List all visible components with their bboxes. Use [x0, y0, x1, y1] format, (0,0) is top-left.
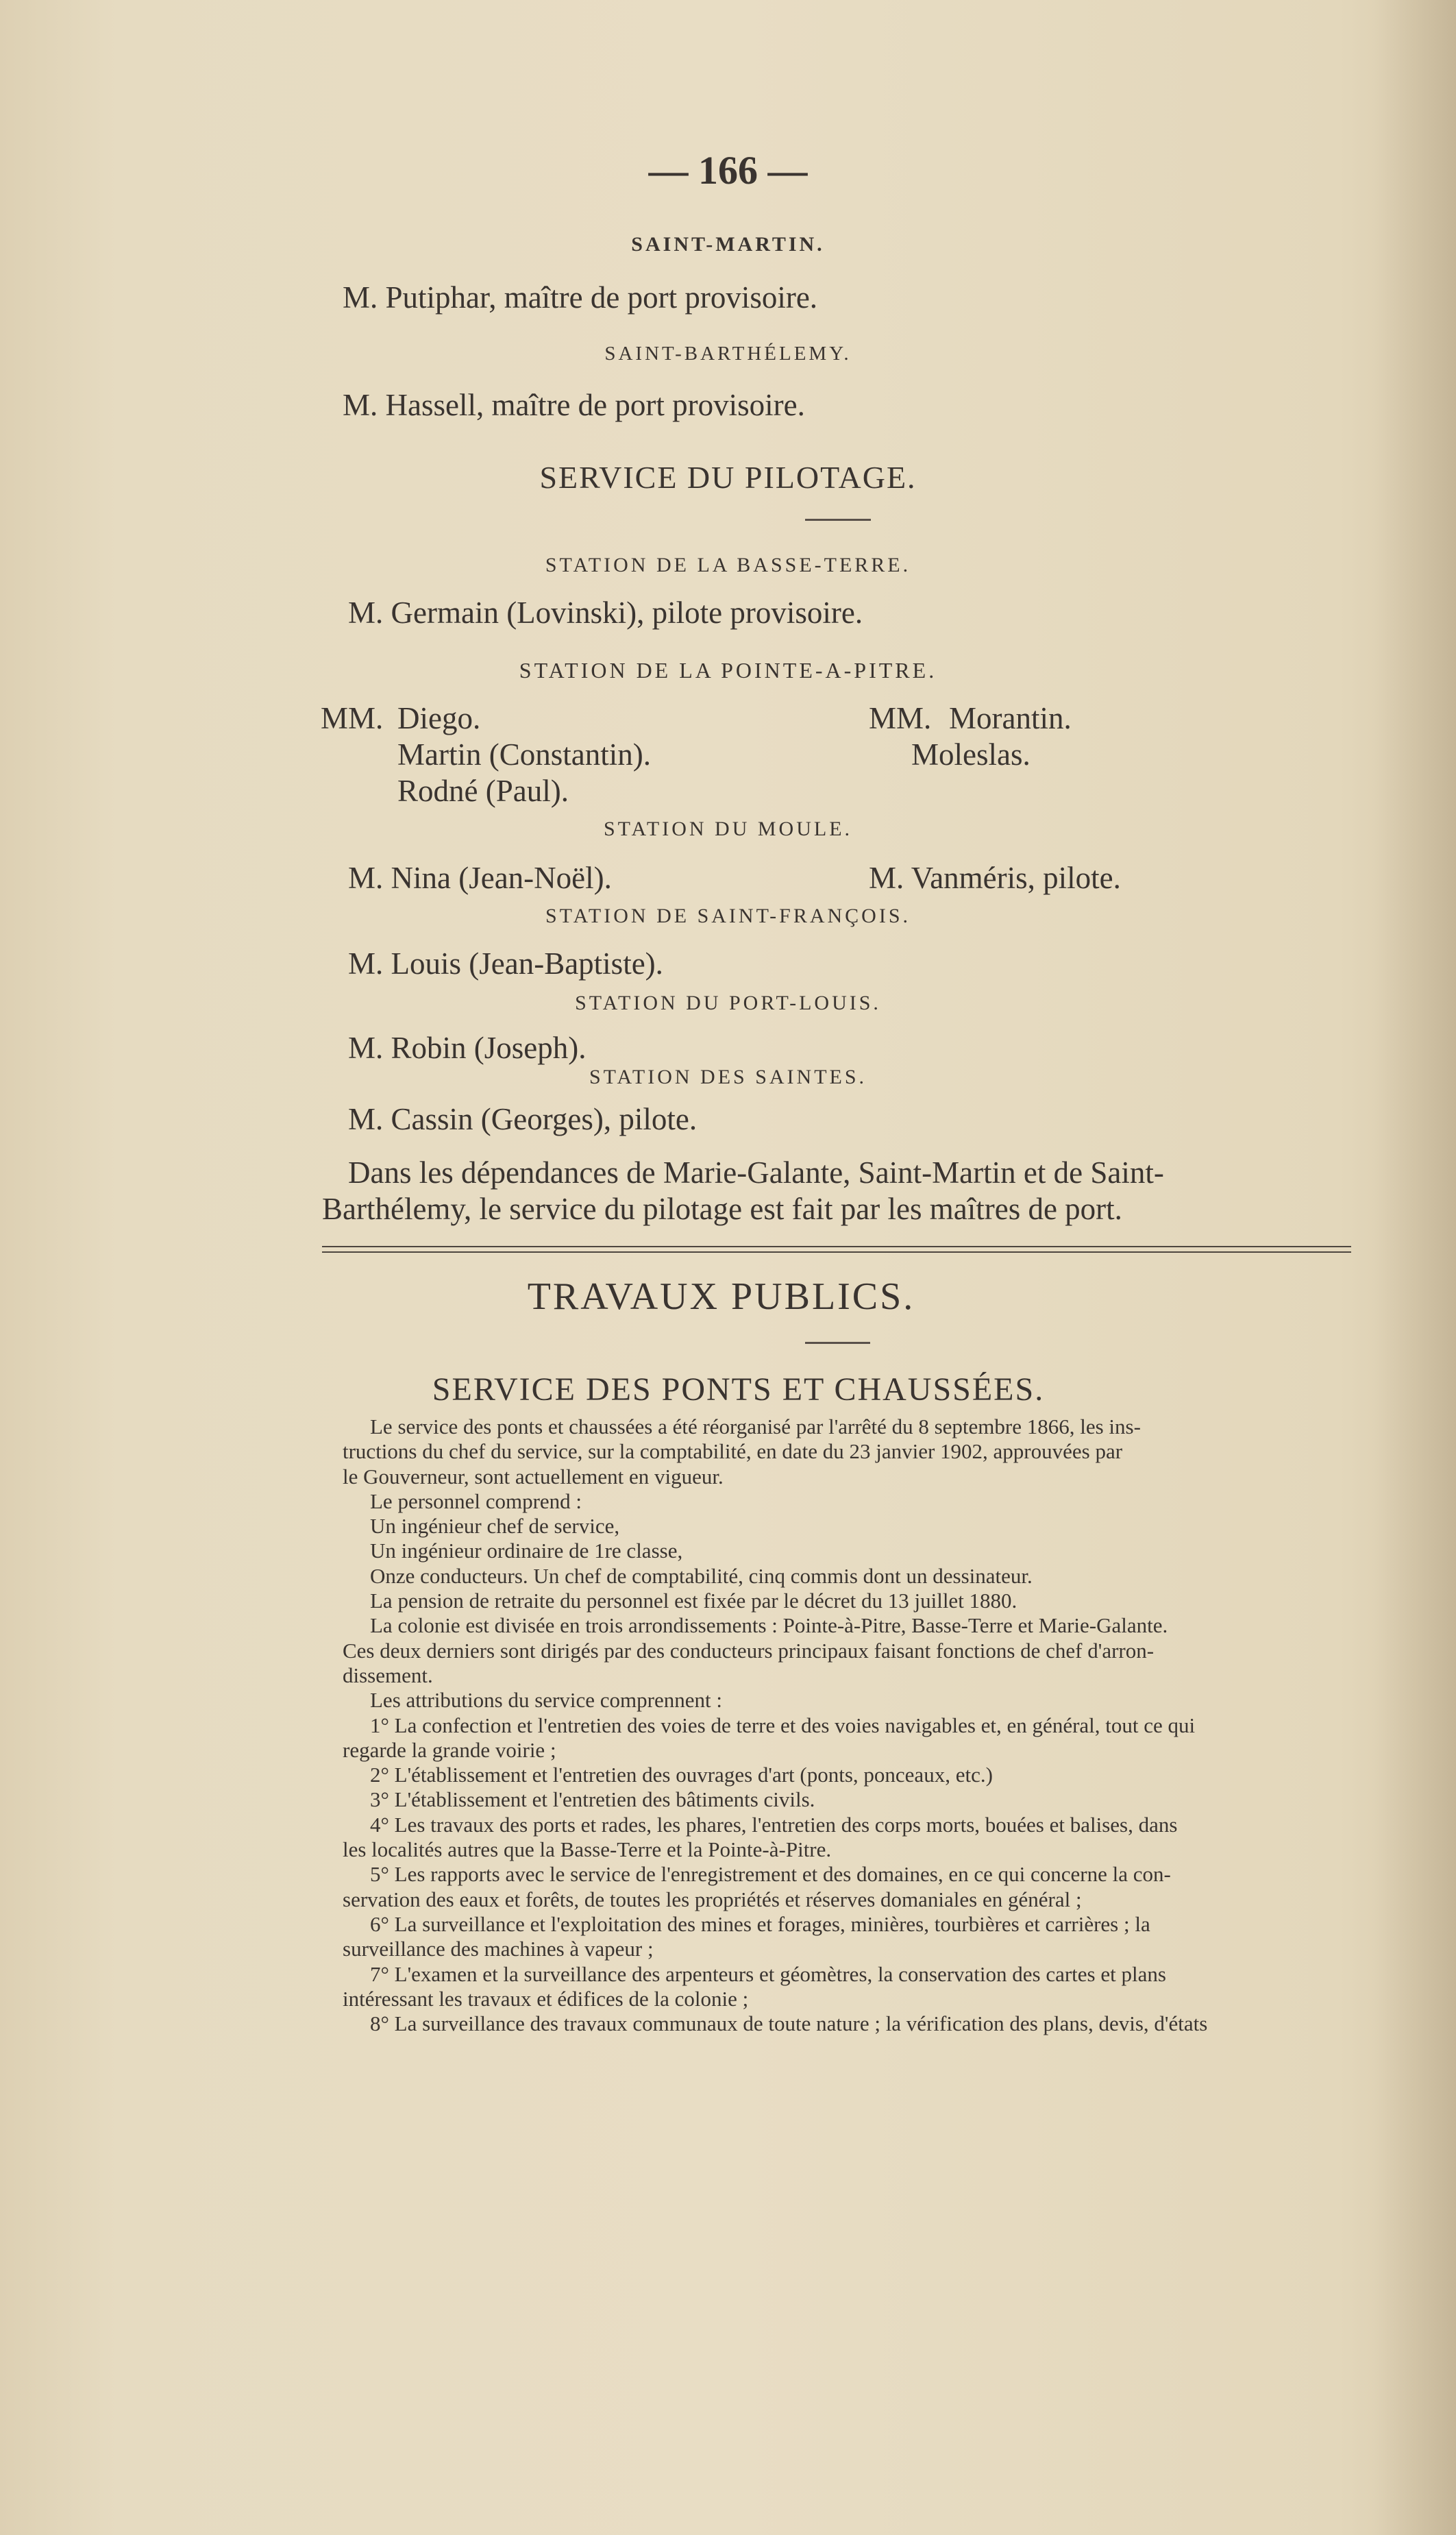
page-number: — 166 —	[648, 148, 808, 193]
body-line-14: regarde la grande voirie ;	[343, 1737, 556, 1762]
body-line-13: 1° La confection et l'entretien des voies de terre et des voies navigables et, en général, tout ce qui	[370, 1713, 1196, 1737]
body-line-7: Onze conducteurs. Un chef de comptabilité, cinq commis dont un dessinateur.	[370, 1563, 1033, 1588]
pointe-left-name-1: Diego.	[397, 701, 481, 735]
saintes-heading: STATION DES SAINTES.	[589, 1066, 867, 1088]
pointe-left-prefix: MM.	[321, 701, 384, 735]
moule-left: M. Nina (Jean-Noël).	[348, 861, 612, 895]
pointe-left-name-3: Rodné (Paul).	[397, 774, 569, 808]
pilotage-note-line-2: Barthélemy, le service du pilotage est fait par les maîtres de port.	[322, 1192, 1122, 1226]
body-line-6: Un ingénieur ordinaire de 1re classe,	[370, 1539, 683, 1563]
body-line-8: La pension de retraite du personnel est fixée par le décret du 13 juillet 1880.	[370, 1589, 1017, 1613]
body-line-24: intéressant les travaux et édifices de la colonie ;	[343, 1986, 749, 2011]
body-line-17: 4° Les travaux des ports et rades, les phares, l'entretien des corps morts, bouées et balises, dans	[370, 1812, 1178, 1837]
saint-francois-line: M. Louis (Jean-Baptiste).	[348, 946, 663, 981]
body-line-15: 2° L'établissement et l'entretien des ouvrages d'art (ponts, ponceaux, etc.)	[370, 1763, 993, 1787]
body-line-20: servation des eaux et forêts, de toutes les propriétés et réserves domaniales en général ;	[343, 1887, 1082, 1911]
pointe-left-name-2: Martin (Constantin).	[397, 737, 651, 772]
section-divider	[322, 1246, 1351, 1253]
saint-martin-heading: SAINT-MARTIN.	[631, 233, 825, 256]
page-edge-shadow	[1374, 0, 1456, 2535]
pointe-right-name-2: Moleslas.	[911, 737, 1031, 772]
body-line-3: le Gouverneur, sont actuellement en vigueur.	[343, 1464, 724, 1489]
pilotage-title: SERVICE DU PILOTAGE.	[539, 460, 917, 495]
body-line-1: Le service des ponts et chaussées a été réorganisé par l'arrêté du 8 septembre 1866, les ins-	[370, 1415, 1141, 1438]
port-louis-line: M. Robin (Joseph).	[348, 1031, 587, 1065]
body-line-9: La colonie est divisée en trois arrondissements : Pointe-à-Pitre, Basse-Terre et Marie-Galante.	[370, 1613, 1168, 1638]
pilotage-rule	[805, 519, 871, 521]
body-line-12: Les attributions du service comprennent :	[370, 1688, 722, 1713]
moule-heading: STATION DU MOULE.	[603, 818, 853, 840]
travaux-rule	[805, 1342, 870, 1344]
saint-martin-line: M. Putiphar, maître de port provisoire.	[343, 280, 818, 315]
saint-francois-heading: STATION DE SAINT-FRANÇOIS.	[545, 905, 911, 927]
basse-terre-heading: STATION DE LA BASSE-TERRE.	[545, 554, 911, 576]
body-line-2: tructions du chef du service, sur la comptabilité, en date du 23 janvier 1902, approuvées par	[343, 1439, 1123, 1464]
saint-barthelemy-heading: SAINT-BARTHÉLEMY.	[604, 343, 852, 365]
body-line-19: 5° Les rapports avec le service de l'enregistrement et des domaines, en ce qui concerne la con-	[370, 1862, 1171, 1887]
moule-right: M. Vanméris, pilote.	[869, 861, 1121, 895]
saintes-line: M. Cassin (Georges), pilote.	[348, 1102, 698, 1136]
body-line-18: les localités autres que la Basse-Terre et la Pointe-à-Pitre.	[343, 1837, 832, 1862]
pilotage-note-line-1: Dans les dépendances de Marie-Galante, Saint-Martin et de Saint-	[348, 1155, 1164, 1190]
body-line-4: Le personnel comprend :	[370, 1489, 582, 1513]
body-line-22: surveillance des machines à vapeur ;	[343, 1937, 654, 1961]
body-line-5: Un ingénieur chef de service,	[370, 1514, 620, 1539]
body-line-10: Ces deux derniers sont dirigés par des conducteurs principaux faisant fonctions de chef d'arron-	[343, 1638, 1155, 1663]
body-line-25: 8° La surveillance des travaux communaux de toute nature ; la vérification des plans, devis, d'états	[370, 2011, 1208, 2036]
body-line-23: 7° L'examen et la surveillance des arpenteurs et géomètres, la conservation des cartes et plans	[370, 1961, 1166, 1986]
ponts-chaussees-heading: SERVICE DES PONTS ET CHAUSSÉES.	[432, 1371, 1045, 1408]
body-line-21: 6° La surveillance et l'exploitation des mines et forages, minières, tourbières et carrières ; la	[370, 1911, 1150, 1936]
travaux-title: TRAVAUX PUBLICS.	[527, 1275, 915, 1318]
port-louis-heading: STATION DU PORT-LOUIS.	[575, 992, 881, 1014]
pointe-a-pitre-heading: STATION DE LA POINTE-A-PITRE.	[519, 658, 937, 683]
body-line-16: 3° L'établissement et l'entretien des bâtiments civils.	[370, 1787, 815, 1812]
body-line-11: dissement.	[343, 1663, 433, 1687]
pointe-right-prefix: MM.	[869, 701, 932, 735]
pointe-right-name-1: Morantin.	[949, 701, 1072, 735]
travaux-body	[343, 1415, 1360, 2036]
basse-terre-line: M. Germain (Lovinski), pilote provisoire.	[348, 596, 863, 630]
saint-barthelemy-line: M. Hassell, maître de port provisoire.	[343, 388, 805, 422]
